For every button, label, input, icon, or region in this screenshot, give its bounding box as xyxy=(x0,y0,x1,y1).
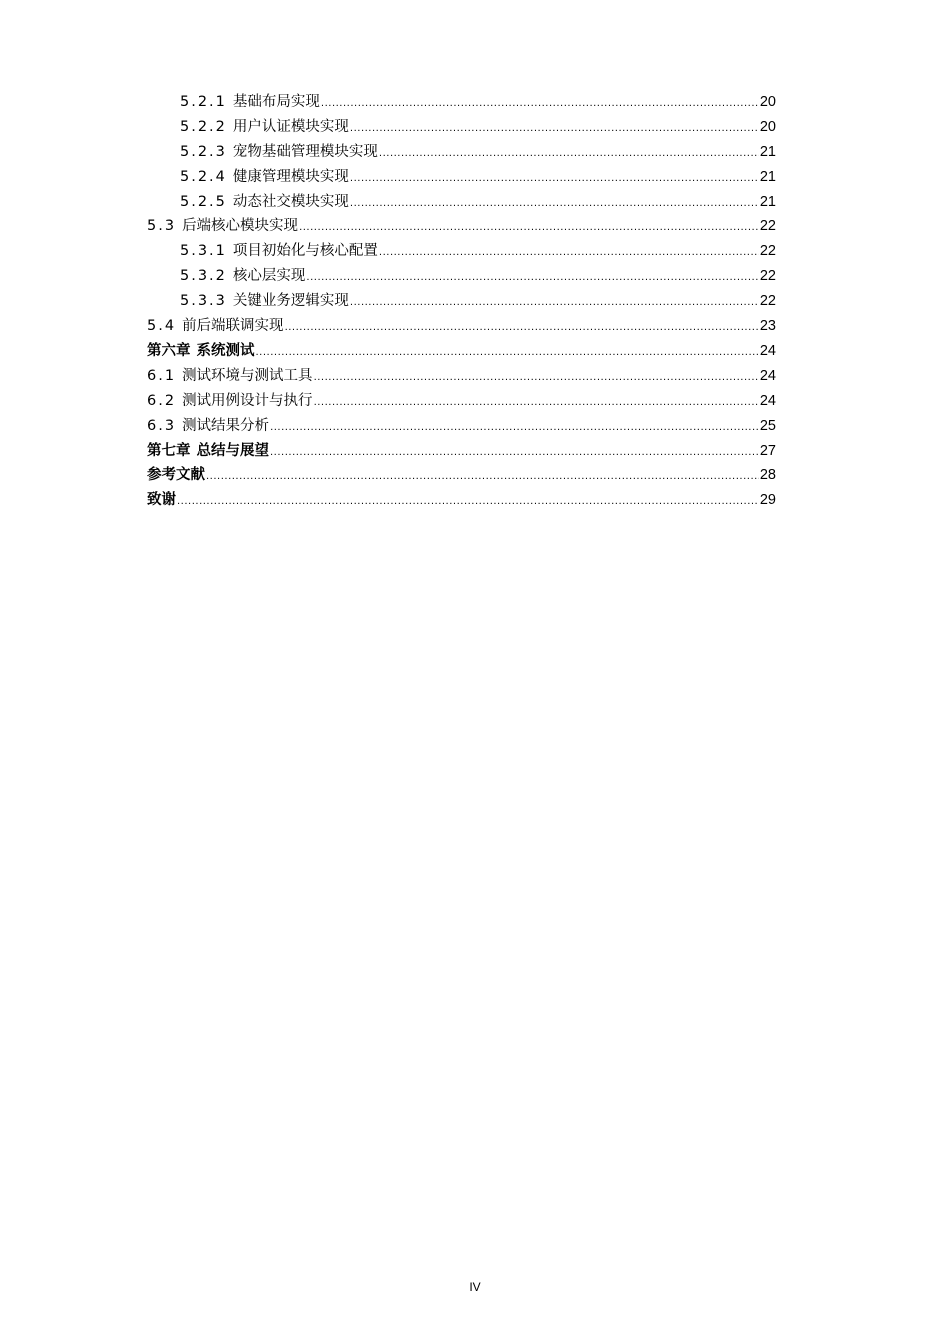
toc-entry-text: 总结与展望 xyxy=(196,443,269,459)
toc-entry[interactable] xyxy=(147,389,776,413)
toc-entry-number: 5.2.2 xyxy=(180,119,227,135)
toc-entry-number: 5.3.1 xyxy=(180,243,227,259)
toc-entry-text: 后端核心模块实现 xyxy=(182,218,299,234)
toc-entry[interactable] xyxy=(147,463,776,487)
toc-entry-number: 6.1 xyxy=(147,368,177,384)
toc-entry-text: 关键业务逻辑实现 xyxy=(232,293,349,309)
toc-dot-leader xyxy=(350,167,759,191)
toc-entry-title xyxy=(180,140,378,164)
toc-dot-leader xyxy=(379,241,759,265)
toc-entry-title xyxy=(147,414,269,438)
toc-entry-number: 5.3 xyxy=(147,218,177,234)
toc-entry-page: 20 xyxy=(759,94,776,110)
toc-entry-text: 健康管理模块实现 xyxy=(232,169,349,185)
toc-entry-text: 系统测试 xyxy=(196,343,255,359)
toc-entry-title xyxy=(180,289,349,313)
toc-entry[interactable] xyxy=(147,214,776,238)
toc-entry-page: 21 xyxy=(759,169,776,185)
toc-entry-number: 5.3.2 xyxy=(180,268,227,284)
toc-entry[interactable] xyxy=(180,239,776,263)
toc-entry-page: 25 xyxy=(759,418,776,434)
toc-entry-number: 第六章 xyxy=(147,343,191,359)
toc-entry-number: 5.2.5 xyxy=(180,194,227,210)
toc-entry-title xyxy=(180,264,305,288)
toc-entry-text: 前后端联调实现 xyxy=(182,318,284,334)
toc-entry[interactable] xyxy=(180,264,776,288)
toc-entry-page: 27 xyxy=(759,443,776,459)
toc-entry-title xyxy=(147,488,176,512)
toc-entry-text: 用户认证模块实现 xyxy=(232,119,349,135)
toc-entry-text: 宠物基础管理模块实现 xyxy=(232,144,378,160)
toc-dot-leader xyxy=(314,366,759,390)
toc-dot-leader xyxy=(321,92,759,116)
toc-dot-leader xyxy=(299,216,759,240)
toc-entry-number: 5.3.3 xyxy=(180,293,227,309)
toc-dot-leader xyxy=(285,316,759,340)
toc-entry[interactable] xyxy=(180,140,776,164)
toc-entry-text: 测试结果分析 xyxy=(182,418,270,434)
toc-entry-page: 22 xyxy=(759,268,776,284)
toc-entry-title xyxy=(147,314,284,338)
toc-dot-leader xyxy=(206,465,759,489)
toc-entry-text: 测试环境与测试工具 xyxy=(182,368,313,384)
toc-entry[interactable] xyxy=(180,190,776,214)
toc-entry-text: 致谢 xyxy=(147,492,176,508)
toc-dot-leader xyxy=(314,391,759,415)
toc-entry-page: 21 xyxy=(759,144,776,160)
toc-entry-title xyxy=(147,214,298,238)
toc-entry-number: 第七章 xyxy=(147,443,191,459)
toc-entry-text: 核心层实现 xyxy=(232,268,306,284)
toc-entry-page: 29 xyxy=(759,492,776,508)
toc-entry-page: 24 xyxy=(759,393,776,409)
toc-entry-title xyxy=(180,90,320,114)
toc-entry[interactable] xyxy=(147,414,776,438)
toc-entry-page: 22 xyxy=(759,218,776,234)
toc-dot-leader xyxy=(379,142,759,166)
toc-entry-page: 21 xyxy=(759,194,776,210)
toc-entry-text: 基础布局实现 xyxy=(232,94,320,110)
toc-entry-page: 20 xyxy=(759,119,776,135)
toc-entry-number: 6.2 xyxy=(147,393,177,409)
toc-entry-title xyxy=(147,339,255,363)
toc-entry-title xyxy=(147,463,205,487)
toc-entry-number: 5.4 xyxy=(147,318,177,334)
toc-entry-title xyxy=(180,115,349,139)
toc-entry[interactable] xyxy=(180,289,776,313)
toc-entry[interactable] xyxy=(180,165,776,189)
toc-dot-leader xyxy=(177,490,759,514)
toc-entry[interactable] xyxy=(147,314,776,338)
toc-entry-text: 测试用例设计与执行 xyxy=(182,393,313,409)
toc-entry-title xyxy=(147,439,269,463)
toc-entry-number: 5.2.1 xyxy=(180,94,227,110)
toc-entry[interactable] xyxy=(180,90,776,114)
toc-entry[interactable] xyxy=(180,115,776,139)
toc-entry[interactable] xyxy=(147,339,776,363)
toc-entry-number: 5.2.3 xyxy=(180,144,227,160)
toc-dot-leader xyxy=(256,341,759,365)
toc-entry-title xyxy=(147,389,313,413)
toc-dot-leader xyxy=(350,192,759,216)
toc-entry-text: 项目初始化与核心配置 xyxy=(232,243,378,259)
page-number: IV xyxy=(469,1280,481,1294)
toc-dot-leader xyxy=(270,416,759,440)
toc-entry-number: 6.3 xyxy=(147,418,177,434)
toc-dot-leader xyxy=(306,266,758,290)
toc-entry[interactable] xyxy=(147,439,776,463)
toc-entry-text: 动态社交模块实现 xyxy=(232,194,349,210)
toc-entry[interactable] xyxy=(147,488,776,512)
toc-entry-title xyxy=(180,239,378,263)
toc-entry-text: 参考文献 xyxy=(147,467,205,483)
toc-entry-page: 28 xyxy=(759,467,776,483)
toc-entry-page: 24 xyxy=(759,343,776,359)
toc-entry-title xyxy=(180,190,349,214)
toc-dot-leader xyxy=(350,117,759,141)
toc-entry-number: 5.2.4 xyxy=(180,169,227,185)
toc-entry[interactable] xyxy=(147,364,776,388)
toc-entry-page: 22 xyxy=(759,243,776,259)
toc-entry-page: 24 xyxy=(759,368,776,384)
toc-entry-title xyxy=(180,165,349,189)
toc-entry-page: 22 xyxy=(759,293,776,309)
toc-dot-leader xyxy=(350,291,759,315)
toc-dot-leader xyxy=(270,441,759,465)
toc-entry-page: 23 xyxy=(759,318,776,334)
toc-entry-title xyxy=(147,364,313,388)
